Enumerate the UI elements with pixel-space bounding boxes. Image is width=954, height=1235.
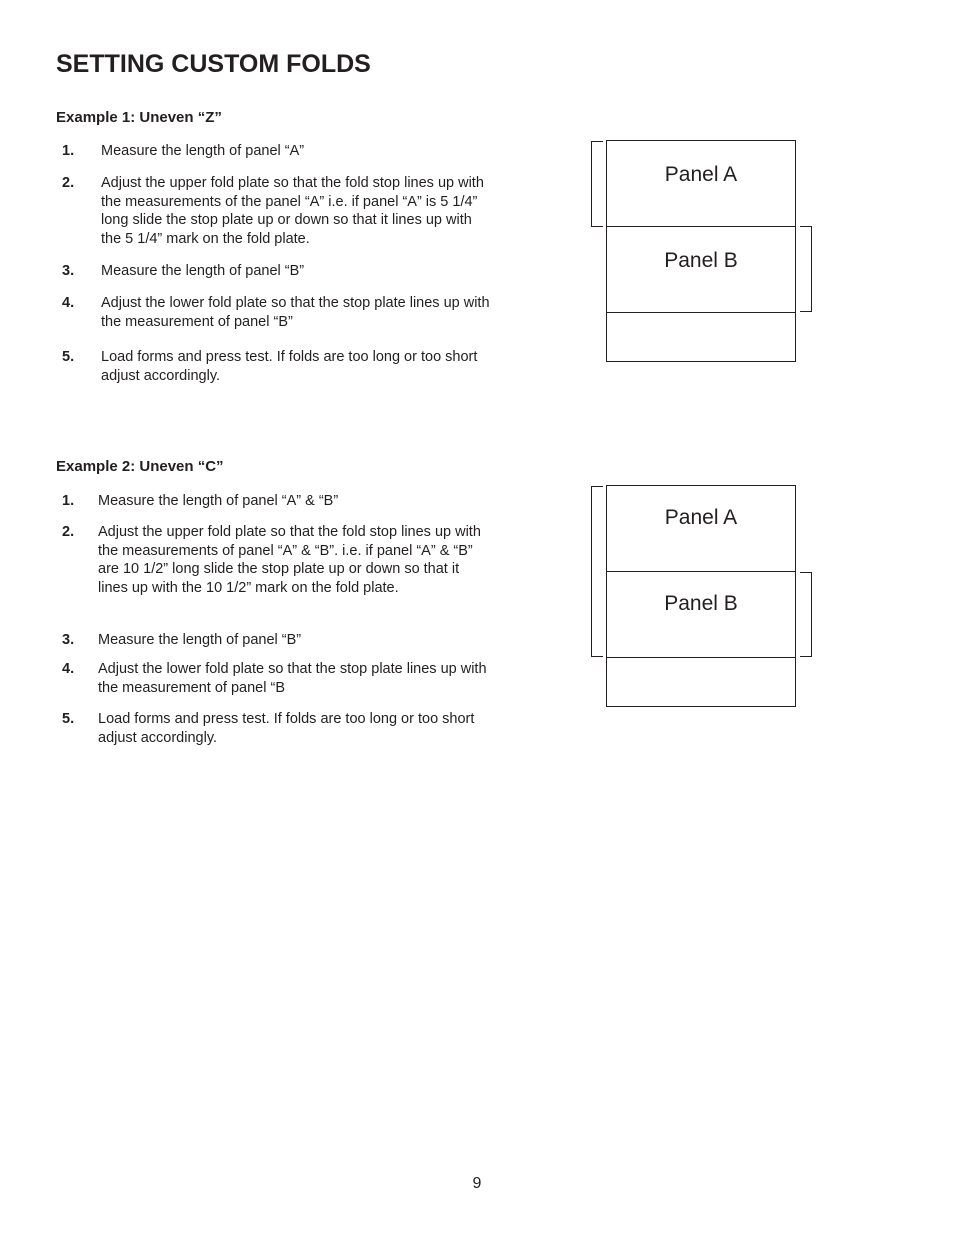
example-2-heading: Example 2: Uneven “C” [56, 458, 224, 475]
example-1-step-5 [62, 348, 502, 385]
step-number: 5. [62, 349, 75, 365]
step-text: Adjust the lower fold plate so that the stop plate lines up with the measurement of panel “B” [101, 295, 490, 330]
step-text: Adjust the upper fold plate so that the fold stop lines up with the measurements of the panel “A” i.e. if panel “A” is 5 1/4” long slide the stop plate up or down so that it lines up with the 5 1/4” mark on the fold plate. [101, 175, 484, 247]
example-1-heading: Example 1: Uneven “Z” [56, 109, 222, 126]
panel-a-box [606, 485, 796, 572]
step-text: Load forms and press test. If folds are too long or too short adjust accordingly. [101, 349, 478, 384]
step-text: Measure the length of panel “A” [101, 143, 305, 159]
step-number: 1. [62, 143, 75, 159]
step-text: Measure the length of panel “A” & “B” [98, 493, 339, 509]
example-2-step-1 [62, 492, 502, 511]
step-text: Measure the length of panel “B” [98, 632, 302, 648]
example-2-step-2 [62, 523, 502, 597]
panel-a-box [606, 140, 796, 227]
example-1-step-1 [62, 142, 502, 161]
step-number: 4. [62, 295, 75, 311]
step-number: 2. [62, 524, 75, 540]
example-2-step-5 [62, 710, 502, 747]
panel-a-b-bracket [591, 486, 603, 657]
step-number: 4. [62, 661, 75, 677]
step-text: Adjust the lower fold plate so that the stop plate lines up with the measurement of panel “B [98, 661, 487, 696]
panel-b-label: Panel B [664, 249, 738, 272]
c-fold-diagram [585, 485, 825, 715]
step-text: Measure the length of panel “B” [101, 263, 305, 279]
panel-c-box [606, 312, 796, 362]
step-number: 2. [62, 175, 75, 191]
step-number: 3. [62, 632, 75, 648]
step-number: 5. [62, 711, 75, 727]
example-2-step-4 [62, 660, 502, 697]
panel-a-bracket [591, 141, 603, 227]
example-1-step-2 [62, 174, 502, 248]
example-2-step-3 [62, 631, 502, 650]
panel-c-box [606, 657, 796, 707]
panel-b-box [606, 226, 796, 313]
panel-a-label: Panel A [664, 506, 738, 529]
step-text: Adjust the upper fold plate so that the fold stop lines up with the measurements of panel “A” & “B”. i.e. if panel “A” & “B” are 10 1/2” long slide the stop plate up or down so that it lines up with the 10 1/2” mark on the fold plate. [98, 524, 481, 596]
step-number: 1. [62, 493, 75, 509]
step-text: Load forms and press test. If folds are too long or too short adjust accordingly. [98, 711, 475, 746]
example-1-step-3 [62, 262, 502, 281]
page-number: 9 [472, 1175, 482, 1192]
panel-b-label: Panel B [664, 592, 738, 615]
panel-a-label: Panel A [664, 163, 738, 186]
panel-b-box [606, 571, 796, 658]
z-fold-diagram [585, 140, 825, 370]
panel-b-bracket [800, 226, 812, 312]
example-1-step-4 [62, 294, 502, 331]
step-number: 3. [62, 263, 75, 279]
page-title: SETTING CUSTOM FOLDS [56, 50, 371, 78]
panel-b-bracket [800, 572, 812, 657]
